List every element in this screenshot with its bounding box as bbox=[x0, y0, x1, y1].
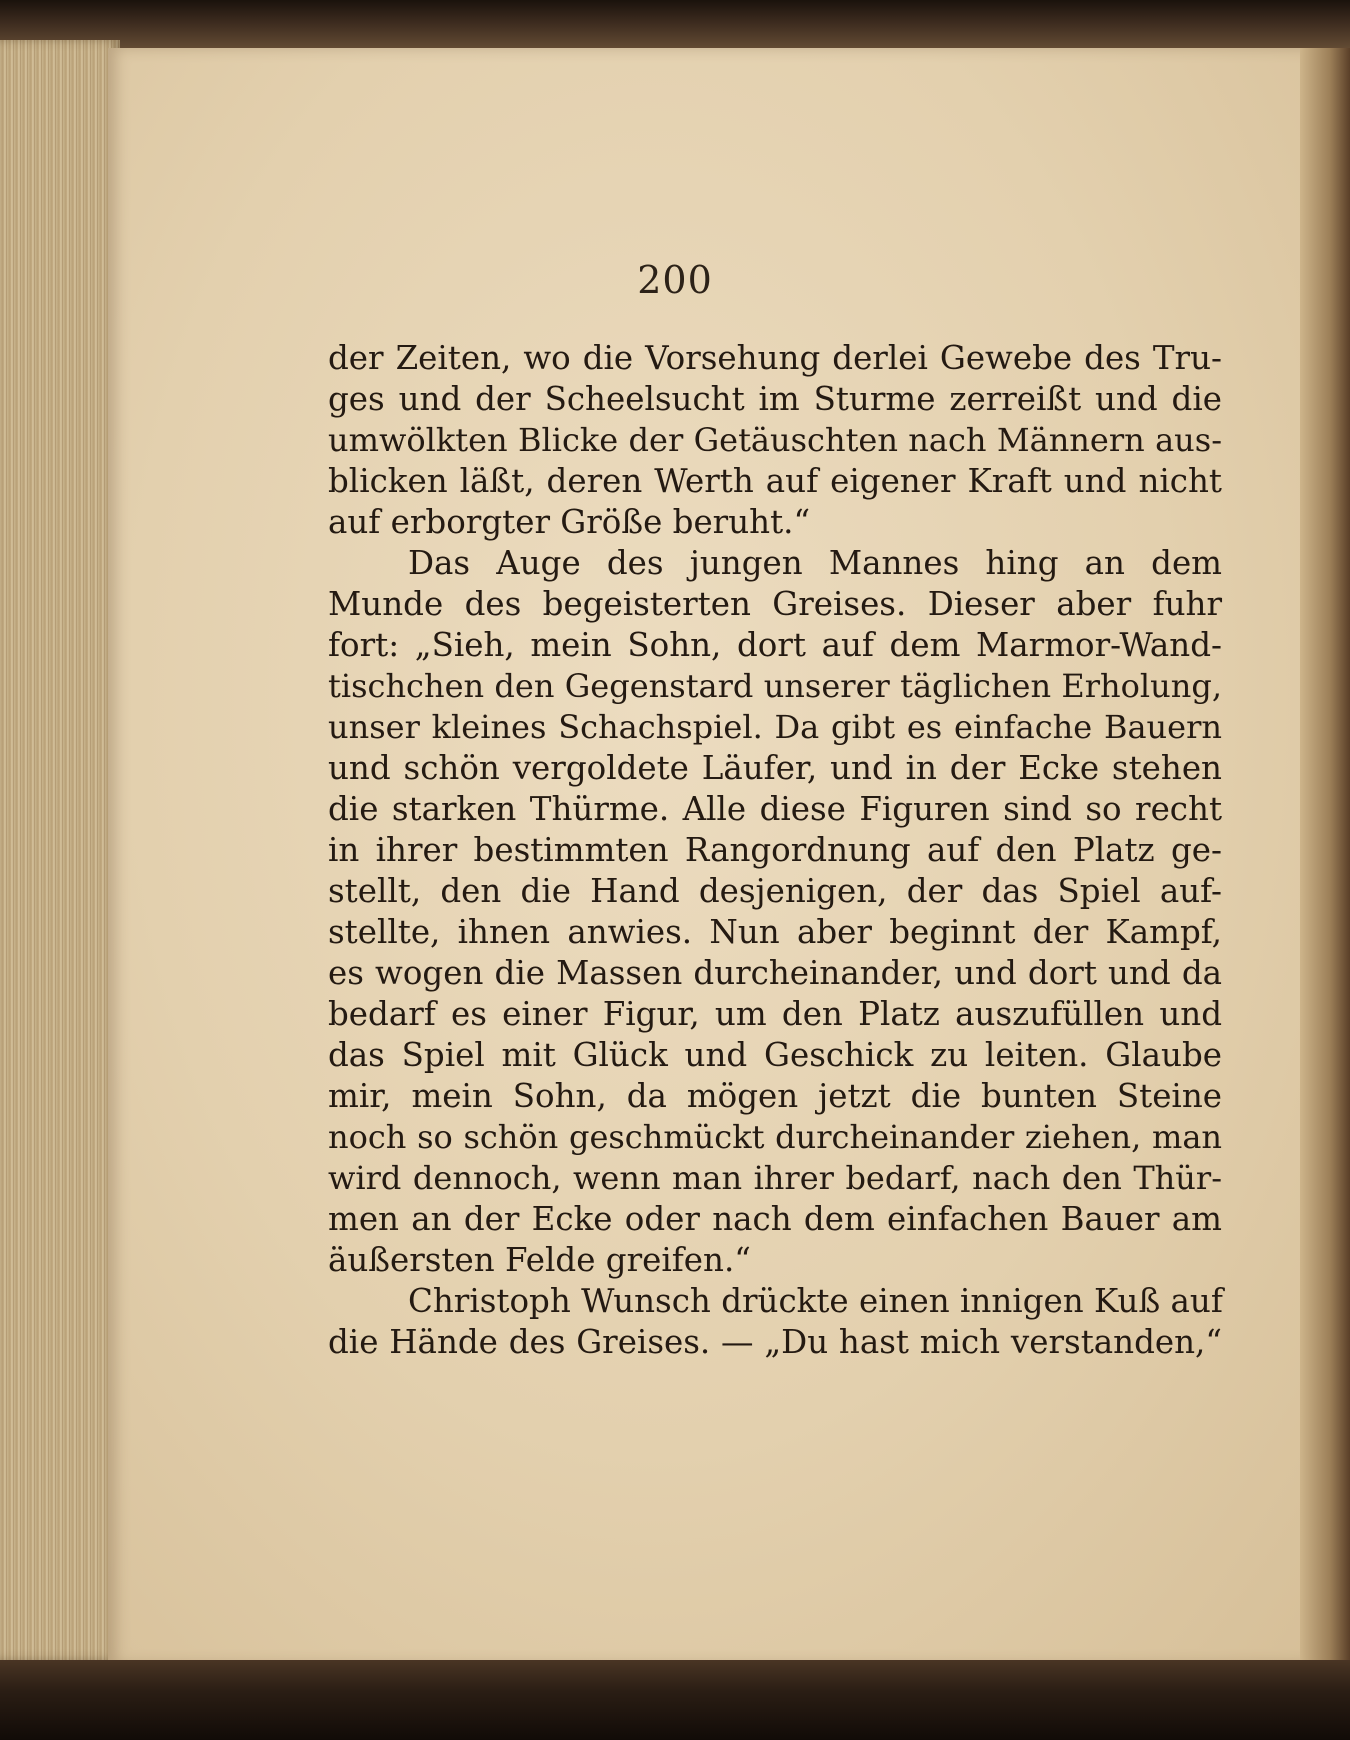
text-line: bedarf es einer Figur, um den Platz auszufüllen und bbox=[328, 995, 1222, 1033]
text-line: äußersten Felde greifen.“ bbox=[328, 1241, 751, 1279]
text-line: Munde des begeisterten Greises. Dieser aber fuhr bbox=[328, 585, 1222, 623]
text-line: auf erborgter Größe beruht.“ bbox=[328, 503, 811, 541]
text-line: Das Auge des jungen Mannes hing an dem bbox=[408, 544, 1222, 582]
text-line: das Spiel mit Glück und Geschick zu leiten. Glaube bbox=[328, 1036, 1222, 1074]
text-line: umwölkten Blicke der Getäuschten nach Männern aus- bbox=[328, 421, 1222, 459]
text-line: stellte, ihnen anwies. Nun aber beginnt der Kampf, bbox=[328, 913, 1222, 951]
text-line: stellt, den die Hand desjenigen, der das Spiel auf- bbox=[328, 872, 1222, 910]
text-line: der Zeiten, wo die Vorsehung derlei Gewebe des Tru- bbox=[328, 339, 1222, 377]
text-line: men an der Ecke oder nach dem einfachen Bauer am bbox=[328, 1200, 1222, 1238]
text-line: ges und der Scheelsucht im Sturme zerreißt und die bbox=[328, 380, 1222, 418]
page-number: 200 bbox=[637, 258, 713, 302]
scan-background-top bbox=[0, 0, 1350, 54]
text-line: die Hände des Greises. — „Du hast mich verstanden,“ bbox=[328, 1323, 1222, 1361]
text-line: Christoph Wunsch drückte einen innigen Kuß auf bbox=[408, 1282, 1223, 1320]
text-line: wird dennoch, wenn man ihrer bedarf, nach den Thür- bbox=[328, 1159, 1222, 1197]
text-line: blicken läßt, deren Werth auf eigener Kraft und nicht bbox=[328, 462, 1222, 500]
text-line: noch so schön geschmückt durcheinander ziehen, man bbox=[328, 1118, 1222, 1156]
text-line: tischchen den Gegenstard unserer täglichen Erholung, bbox=[328, 667, 1222, 705]
scan-background-bottom bbox=[0, 1660, 1350, 1740]
text-line: in ihrer bestimmten Rangordnung auf den Platz ge- bbox=[328, 831, 1222, 869]
text-line: fort: „Sieh, mein Sohn, dort auf dem Marmor-Wand- bbox=[328, 626, 1222, 664]
text-line: mir, mein Sohn, da mögen jetzt die bunten Steine bbox=[328, 1077, 1222, 1115]
text-line: die starken Thürme. Alle diese Figuren sind so recht bbox=[328, 790, 1222, 828]
text-line: unser kleines Schachspiel. Da gibt es einfache Bauern bbox=[328, 708, 1222, 746]
text-line: und schön vergoldete Läufer, und in der Ecke stehen bbox=[328, 749, 1222, 787]
body-text bbox=[328, 338, 1222, 1363]
text-line: es wogen die Massen durcheinander, und dort und da bbox=[328, 954, 1222, 992]
